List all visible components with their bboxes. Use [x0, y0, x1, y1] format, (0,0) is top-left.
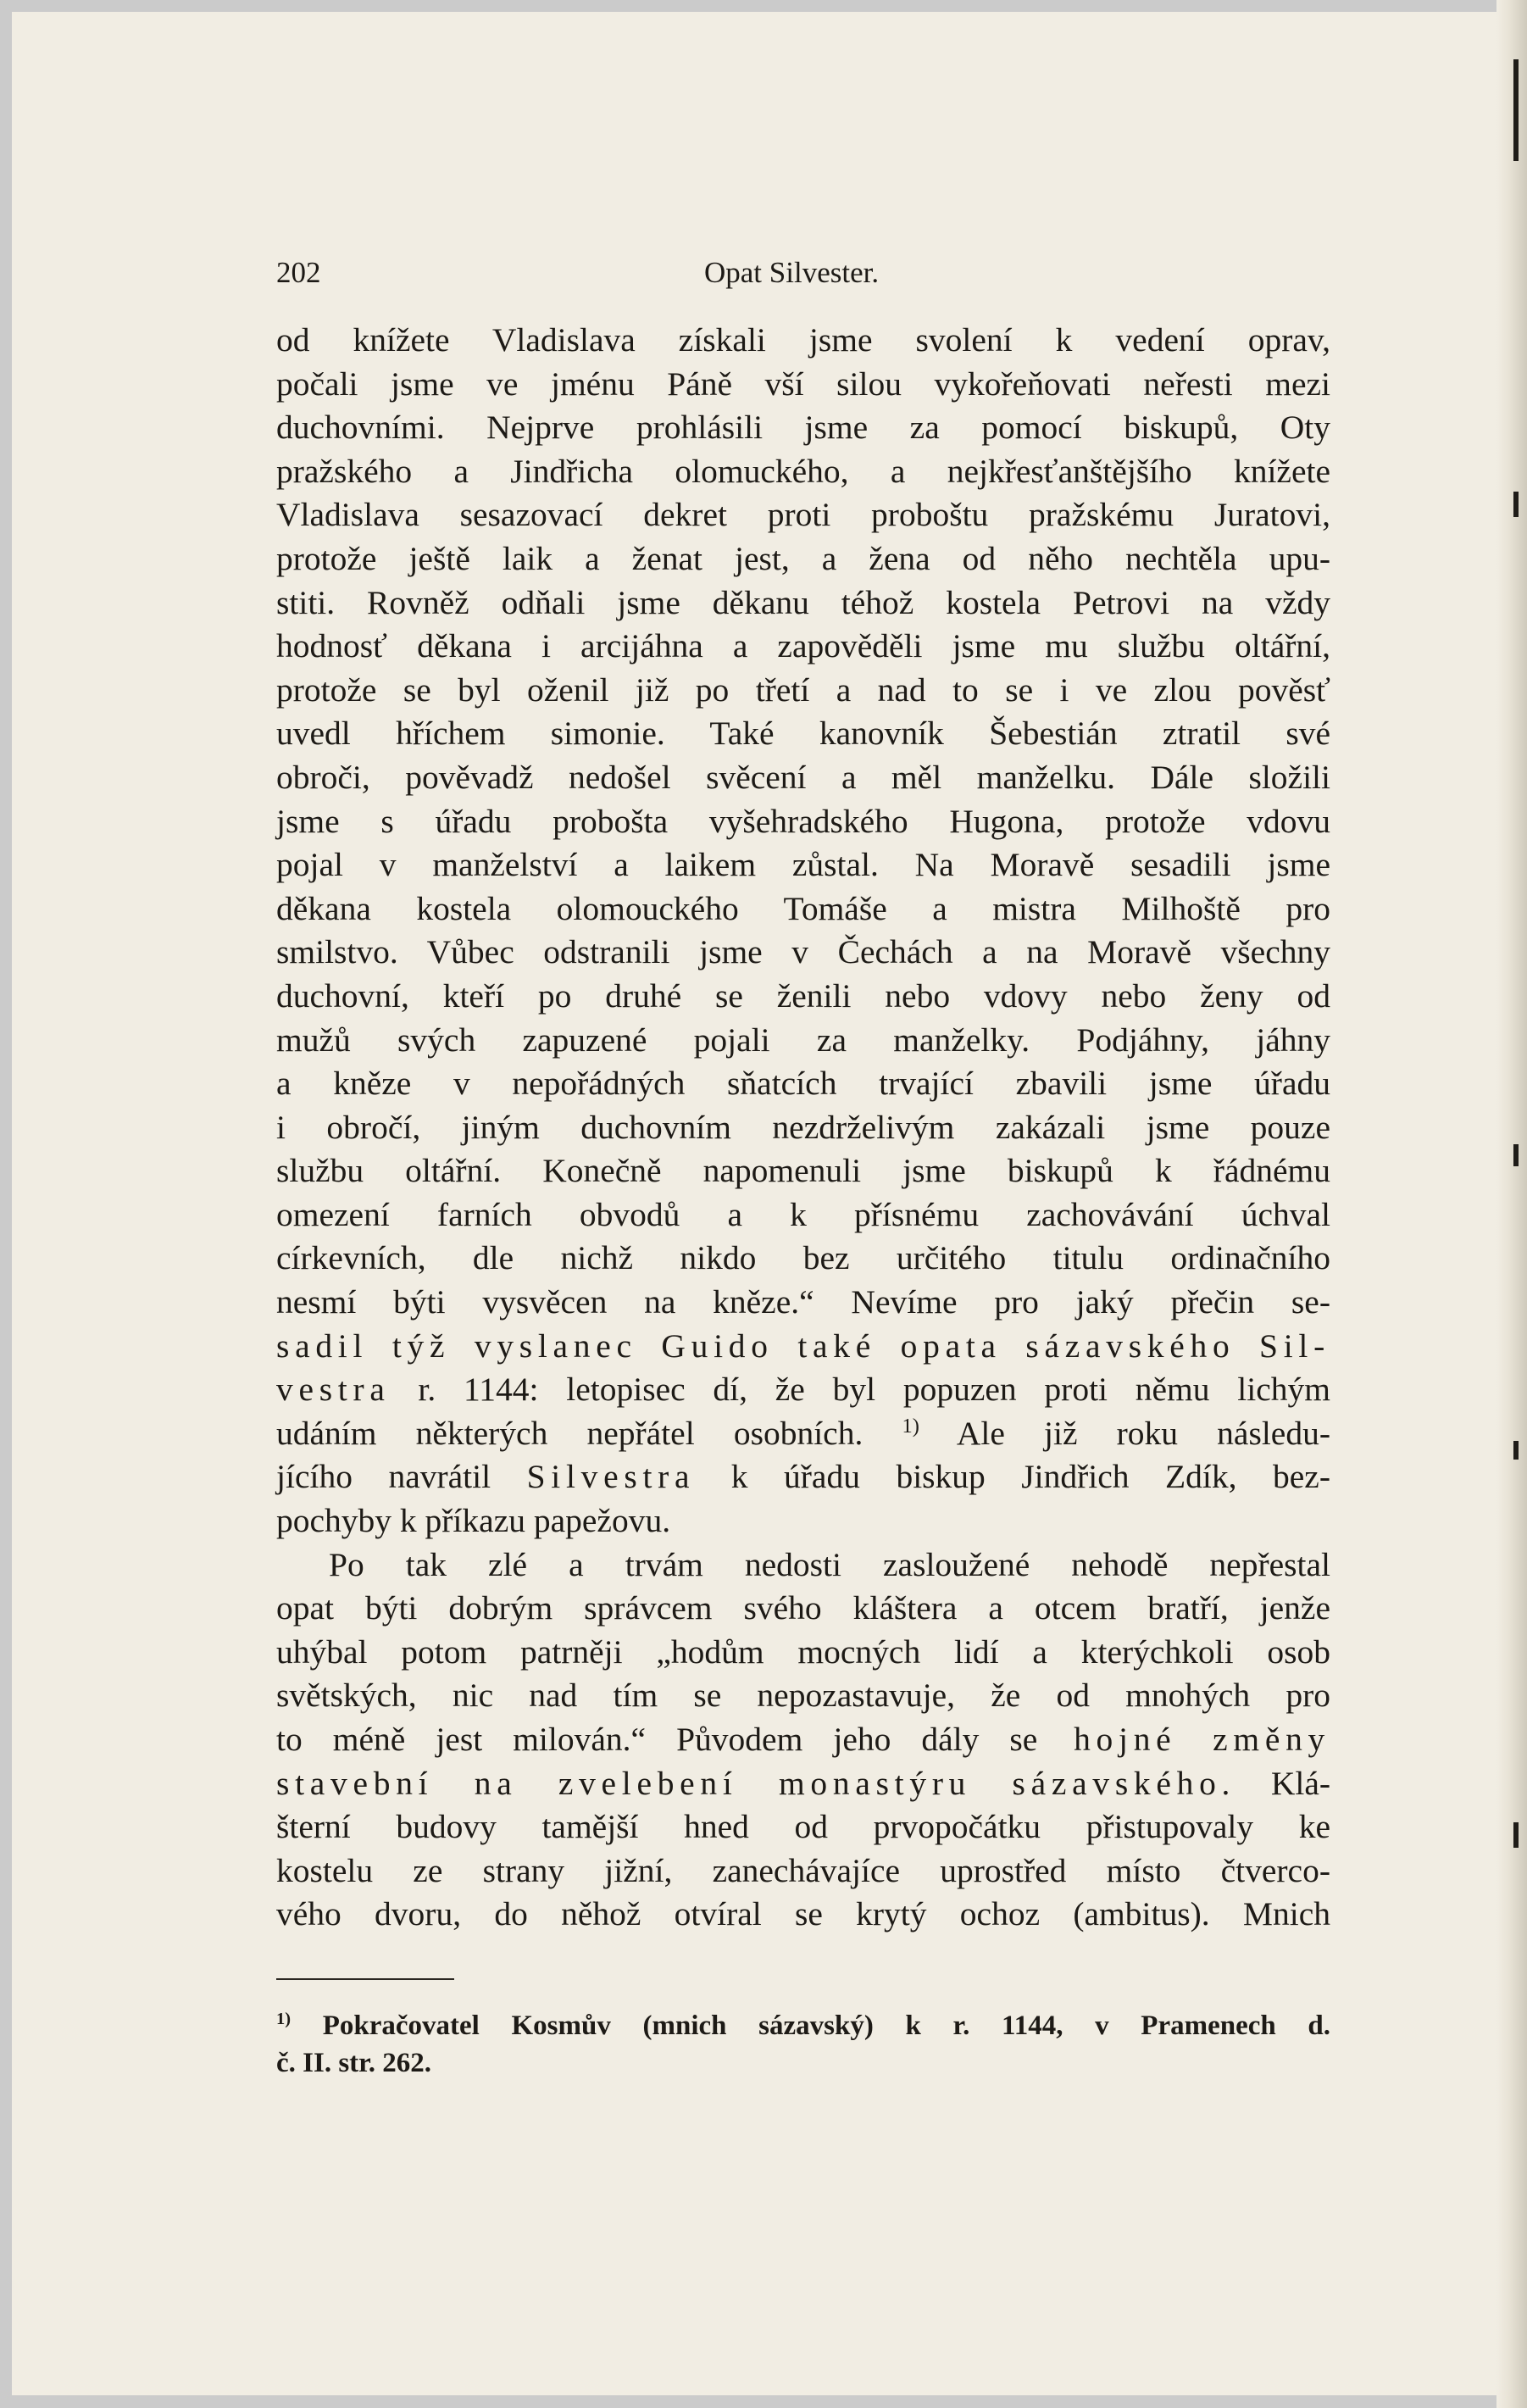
text-line: mužů svých zapuzené pojali za manželky. Podjáhny, jáhny	[276, 1020, 1330, 1059]
text-line: hodnosť děkana i arcijáhna a zapověděli jsme mu službu oltářní,	[276, 627, 1330, 665]
text-line: od knížete Vladislava získali jsme svolení k vedení oprav,	[276, 321, 1330, 359]
text-span: Klá-	[1235, 1764, 1331, 1802]
running-header	[276, 256, 1327, 290]
text-line: jsme s úřadu probošta vyšehradského Hugona, protože vdovu	[276, 802, 1330, 840]
edge-mark	[1513, 59, 1519, 161]
edge-mark	[1513, 1144, 1519, 1166]
footnote-line: č. II. str. 262.	[276, 2048, 432, 2078]
text-line: nesmí býti vysvěcen na kněze.“ Nevíme pro jaký přečin se-	[276, 1283, 1330, 1321]
text-line: uvedl hříchem simonie. Také kanovník Šebestián ztratil své	[276, 715, 1330, 753]
text-line: opat býti dobrým správcem svého kláštera a otcem bratří, jenže	[276, 1589, 1330, 1627]
body-text	[276, 319, 1330, 1937]
text-line: stiti. Rovněž odňali jsme děkanu téhož kostela Petrovi na vždy	[276, 583, 1330, 621]
running-title: Opat Silvester.	[704, 256, 880, 289]
footnote-divider	[276, 1978, 454, 1980]
text-span: r. 1144: letopisec dí, že byl popuzen proti němu lichým	[390, 1371, 1330, 1409]
page-number: 202	[276, 256, 321, 289]
text-line: a kněze v nepořádných sňatcích trvající zbavili jsme úřadu	[276, 1065, 1330, 1103]
edge-mark	[1513, 1822, 1519, 1848]
text-span: udáním některých nepřátel osobních.	[276, 1414, 863, 1452]
text-line: duchovní, kteří po druhé se ženili nebo vdovy nebo ženy od	[276, 976, 1330, 1015]
edge-mark	[1513, 1441, 1519, 1460]
text-line: pražského a Jindřicha olomuckého, a nejkřesťanštějšího knížete	[276, 452, 1330, 490]
edge-mark	[1513, 492, 1519, 517]
text-line: Po tak zlé a trvám nedosti zasloužené nehodě nepřestal	[329, 1545, 1330, 1583]
text-span: to méně jest milován.“ Původem jeho dály se	[276, 1721, 1038, 1758]
text-line: děkana kostela olomouckého Tomáše a mistra Milhoště pro	[276, 889, 1330, 927]
text-line: i obročí, jiným duchovním nezdrželivým zakázali jsme pouze	[276, 1108, 1330, 1146]
footnote-marker: 1)	[276, 2010, 292, 2028]
text-line: omezení farních obvodů a k přísnému zachovávání úchval	[276, 1195, 1330, 1233]
spaced-name: Silvestra	[526, 1458, 696, 1496]
text-line: církevních, dle nichž nikdo bez určitého titulu ordinačního	[276, 1239, 1330, 1277]
text-line: světských, nic nad tím se nepozastavuje, že od mnohých pro	[276, 1677, 1330, 1715]
footnote-text: Pokračovatel Kosmův (mnich sázavský) k r. 1144, v Pramenech d.	[291, 2010, 1330, 2041]
text-line: počali jsme ve jménu Páně vší silou vykořeňovati neřesti mezi	[276, 364, 1330, 403]
footnote-line	[276, 2007, 1330, 2044]
text-line: kostelu ze strany jižní, zanechávajíce uprostřed místo čtverco-	[276, 1851, 1330, 1889]
text-line	[276, 1762, 1330, 1806]
text-line: protože ještě laik a ženat jest, a žena od něho nechtěla upu-	[276, 539, 1330, 577]
text-line: pochyby k příkazu papežovu.	[276, 1502, 671, 1540]
text-line: pojal v manželství a laikem zůstal. Na Moravě sesadili jsme	[276, 846, 1330, 884]
text-line: uhýbal potom patrněji „hodům mocných lidí a kterýchkoli osob	[276, 1632, 1330, 1671]
spaced-phrase: stavební na zvelebení monastýru sázavského.	[276, 1764, 1236, 1802]
book-page	[12, 12, 1503, 2395]
text-span: k úřadu biskup Jindřich Zdík, bez-	[695, 1458, 1330, 1496]
text-line: protože se byl oženil již po třetí a nad to se i ve zlou pověsť	[276, 670, 1330, 709]
text-line: vého dvoru, do něhož otvíral se krytý ochoz (ambitus). Mnich	[276, 1895, 1330, 1933]
text-line: službu oltářní. Konečně napomenuli jsme biskupů k řádnému	[276, 1152, 1330, 1190]
text-line: Vladislava sesazovací dekret proti proboštu pražskému Juratovi,	[276, 496, 1330, 534]
spaced-name: vestra	[276, 1371, 391, 1409]
scan-edge	[1496, 0, 1527, 2408]
text-line	[276, 1368, 1330, 1412]
footnote-ref: 1)	[902, 1414, 919, 1438]
text-span: jícího navrátil	[276, 1458, 527, 1496]
footnote	[276, 2007, 1330, 2082]
spaced-phrase: hojné změny	[1037, 1721, 1331, 1758]
text-line	[276, 1718, 1330, 1762]
text-line: šterní budovy tamější hned od prvopočátku přistupovaly ke	[276, 1808, 1330, 1846]
text-line-spaced: sadil týž vyslanec Guido také opata sázavského Sil-	[276, 1326, 1330, 1365]
text-line: smilstvo. Vůbec odstranili jsme v Čechách a na Moravě všechny	[276, 933, 1330, 971]
text-line	[276, 1412, 1330, 1456]
text-span: Ale již roku následu-	[919, 1414, 1330, 1452]
text-line: obroči, pověvadž nedošel svěcení a měl manželku. Dále složili	[276, 758, 1330, 796]
text-line	[276, 1455, 1330, 1499]
text-line: duchovními. Nejprve prohlásili jsme za pomocí biskupů, Oty	[276, 409, 1330, 447]
